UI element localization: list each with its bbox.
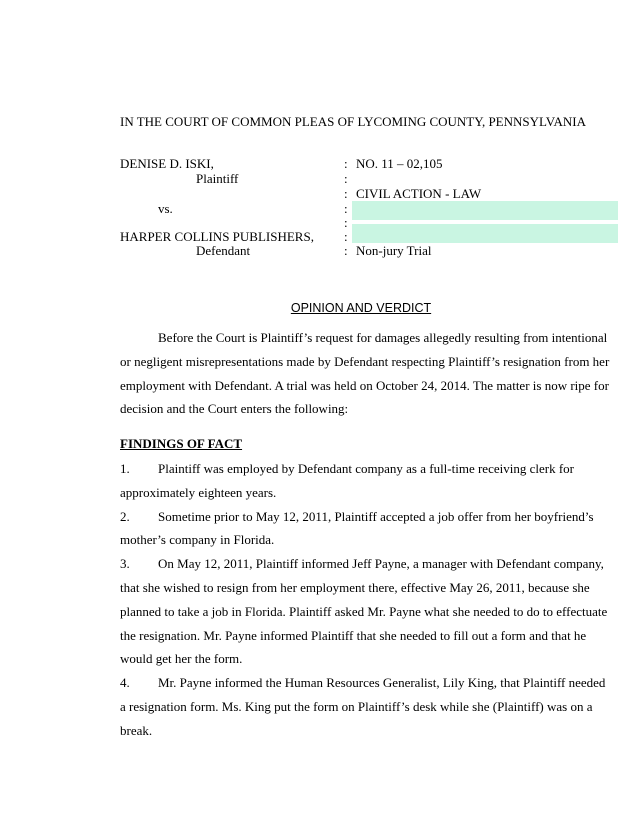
finding-text: Plaintiff was employed by Defendant company as a full-time receiving clerk for approximately eighteen years.	[120, 461, 574, 500]
intro-paragraph: Before the Court is Plaintiff’s request for damages allegedly resulting from intentional or negligent misrepresentations made by Defendant respecting Plaintiff’s resignation from her employment with Defendant. A trial was held on October 24, 2014. The matter is now ripe for decision and the Court enters the following:	[120, 330, 610, 417]
court-header: IN THE COURT OF COMMON PLEAS OF LYCOMING COUNTY, PENNSYLVANIA	[120, 114, 586, 129]
highlight-block	[352, 201, 618, 220]
case-number: NO. 11 – 02,105	[356, 156, 443, 171]
highlight-block	[352, 224, 618, 243]
caption-colon: :	[344, 171, 348, 186]
defendant-role: Defendant	[196, 243, 251, 258]
finding-text: Sometime prior to May 12, 2011, Plaintiff accepted a job offer from her boyfriend’s mother’s company in Florida.	[120, 508, 594, 548]
findings-heading: FINDINGS OF FACT	[120, 436, 243, 451]
action-type: CIVIL ACTION - LAW	[356, 186, 482, 201]
caption-colon: :	[344, 215, 348, 230]
caption-colon: :	[344, 186, 348, 201]
finding-number: 3.	[120, 556, 130, 572]
document-title: OPINION AND VERDICT	[290, 301, 432, 315]
versus-label: vs.	[158, 201, 173, 216]
finding-item	[120, 457, 610, 505]
defendant-name: HARPER COLLINS PUBLISHERS,	[120, 229, 314, 244]
caption-colon: :	[344, 156, 348, 171]
plaintiff-name: DENISE D. ISKI,	[120, 156, 214, 171]
finding-text: On May 12, 2011, Plaintiff informed Jeff Payne, a manager with Defendant company, that she wished to resign from her employment there, effective May 26, 2011, because she planned to take a job in Florida. Plaintiff asked Mr. Payne what she needed to do to effectuate the resignation. Mr. Payne informed Plaintiff that she needed to fill out a form and that he would get her the form.	[120, 556, 608, 667]
finding-number: 4.	[120, 675, 130, 691]
finding-number: 2.	[120, 508, 130, 524]
finding-number: 1.	[120, 461, 130, 476]
finding-text: Mr. Payne informed the Human Resources Generalist, Lily King, that Plaintiff needed a resignation form. Ms. King put the form on Plaintiff’s desk while she (Plaintiff) was on a break.	[120, 675, 606, 738]
caption-colon: :	[344, 243, 348, 258]
finding-item	[120, 505, 610, 553]
findings-list	[120, 457, 610, 743]
finding-item	[120, 552, 610, 671]
caption-colon: :	[344, 229, 348, 244]
caption-colon: :	[344, 201, 348, 216]
finding-item	[120, 671, 610, 742]
trial-type: Non-jury Trial	[356, 243, 432, 258]
plaintiff-role: Plaintiff	[196, 171, 239, 186]
